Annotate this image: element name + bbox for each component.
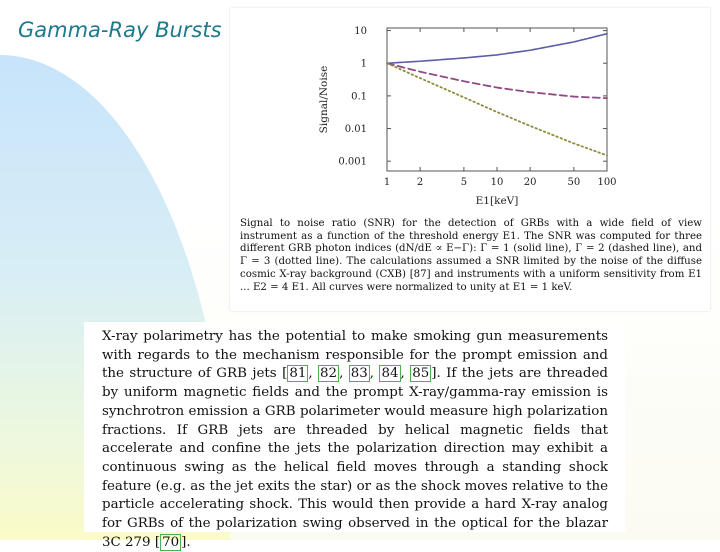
y-tick-label: 1: [360, 58, 367, 70]
x-axis-label: E1[keV]: [475, 195, 519, 207]
x-tick-label: 10: [490, 177, 504, 188]
citation-83[interactable]: 83: [350, 366, 368, 382]
body-text-part-3: .: [186, 534, 191, 550]
x-tick-label: 1: [383, 177, 391, 188]
body-text-panel: [84, 322, 625, 550]
y-tick-label: 10: [354, 26, 367, 38]
figure-panel: [230, 8, 710, 311]
series-line-2: [387, 63, 607, 98]
citation-82[interactable]: 82: [320, 366, 338, 382]
citation-81[interactable]: 81: [289, 366, 307, 382]
body-text-part-1: X-ray polarimetry has the potential to make smoking gun measurements with regards to the mechanism responsible for the prompt emission and the structure of GRB jets: [102, 329, 608, 382]
y-axis-label: Signal/Noise: [318, 65, 330, 134]
x-tick-label: 20: [523, 177, 537, 188]
citation-85[interactable]: 85: [412, 366, 430, 382]
x-tick-label: 100: [597, 177, 617, 188]
x-tick-label: 2: [416, 177, 424, 188]
snr-chart: [230, 8, 710, 218]
x-tick-label: 50: [567, 177, 581, 188]
y-tick-label: 0.1: [351, 91, 367, 103]
citation-84[interactable]: 84: [381, 366, 399, 382]
x-tick-label: 5: [460, 177, 468, 188]
citation-70[interactable]: 70: [162, 534, 180, 550]
y-tick-label: 0.001: [338, 156, 367, 168]
y-tick-label: 0.01: [344, 124, 367, 136]
slide-title: Gamma-Ray Bursts: [18, 18, 222, 42]
body-paragraph: X-ray polarimetry has the potential to make smoking gun measurements with regards to the mechanism responsible for the prompt emission and the structure of GRB jets [ 81 , 82 , 83 , 84 , 85 ]. If the jets are threaded by uniform magnetic fields and the prompt X-ray/gamma-ray emission is synchrotron emission a GRB polarimeter would measure high polarization fractions. If GRB jets are threaded by helical magnetic fields that accelerate and confine the jets the polarization direction may exhibit a continuous swing as the helical field moves through a standing shock feature (e.g. as the jet exits the star) or as the shock moves relative to the particle accelerating shock. This would then provide a hard X-ray analog for GRBs of the polarization swing observed in the optical for the blazar 3C 279 [ 70 ].: [102, 329, 608, 550]
figure-caption: [240, 218, 702, 294]
series-line-3: [387, 63, 607, 155]
series-line-1: [387, 34, 607, 63]
caption-text: Signal to noise ratio (SNR) for the detection of GRBs with a wide field of view instrument as a function of the threshold energy E1. The SNR was computed for three different GRB photon indices (dN/dE ∝ E−Γ): Γ = 1 (solid line), Γ = 2 (dashed line), and Γ = 3 (dotted line). The calculations assumed a SNR limited by the noise of the diffuse cosmic X-ray background (CXB) [87] and instruments with a uniform sensitivity from E1 ... E2 = 4 E1. All curves were normalized to unity at E1 = 1 keV.: [240, 218, 702, 293]
body-text-part-2: . If the jets are threaded by uniform magnetic fields and the prompt X-ray/gamma-ray emission is synchrotron emission a GRB polarimeter would measure high polarization fractions. If GRB jets are threaded by helical magnetic fields that accelerate and confine the jets the polarization direction may exhibit a continuous swing as the helical field moves through a standing shock feature (e.g. as the jet exits the star) or as the shock moves relative to the particle accelerating shock. This would then provide a hard X-ray analog for GRBs of the polarization swing observed in the optical for the blazar 3C 279: [102, 366, 608, 550]
plot-frame: [387, 28, 607, 171]
